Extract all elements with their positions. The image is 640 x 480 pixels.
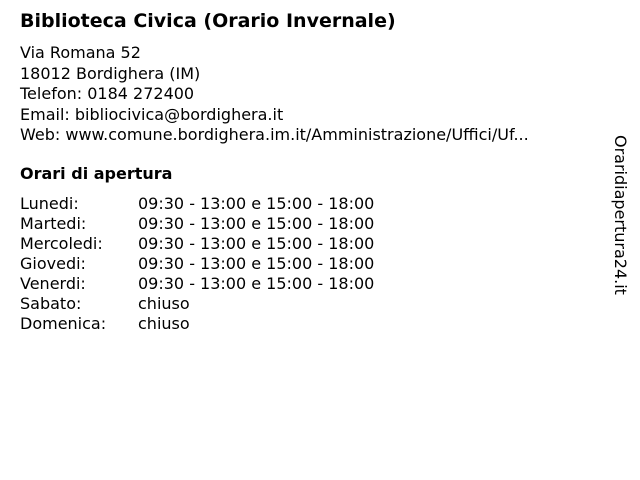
hours-row-friday: [20, 274, 374, 294]
day-label: Venerdi:: [20, 274, 86, 293]
time-value: 09:30 - 13:00 e 15:00 - 18:00: [138, 234, 375, 253]
hours-row-monday: [20, 194, 374, 214]
time-value: 09:30 - 13:00 e 15:00 - 18:00: [138, 254, 375, 273]
site-brand: Oraridiapertura24.it: [611, 135, 630, 295]
day-label: Martedi:: [20, 214, 87, 233]
time-value: 09:30 - 13:00 e 15:00 - 18:00: [138, 274, 375, 293]
phone-line: Telefon: 0184 272400: [20, 84, 195, 103]
day-label: Domenica:: [20, 314, 107, 333]
day-label: Giovedi:: [20, 254, 86, 273]
hours-row-tuesday: [20, 214, 374, 234]
day-label: Mercoledi:: [20, 234, 103, 253]
email-line: Email: bibliocivica@bordighera.it: [20, 104, 284, 124]
hours-row-wednesday: [20, 234, 374, 254]
page-title: Biblioteca Civica (Orario Invernale): [20, 10, 396, 32]
hours-row-saturday: [20, 294, 374, 314]
web-line: Web: www.comune.bordighera.im.it/Amministrazione/Uffici/Uf...: [20, 125, 529, 144]
hours-row-thursday: [20, 254, 374, 274]
time-value: chiuso: [138, 314, 190, 333]
day-label: Lunedi:: [20, 194, 79, 213]
time-value: chiuso: [138, 294, 190, 313]
day-label: Sabato:: [20, 294, 82, 313]
hours-row-sunday: [20, 314, 374, 334]
time-value: 09:30 - 13:00 e 15:00 - 18:00: [138, 194, 375, 213]
opening-hours-list: [20, 194, 374, 334]
time-value: 09:30 - 13:00 e 15:00 - 18:00: [138, 214, 375, 233]
city-line: 18012 Bordighera (IM): [20, 63, 201, 83]
contact-info: [20, 43, 529, 146]
hours-heading: Orari di apertura: [20, 164, 173, 183]
address-line: Via Romana 52: [20, 43, 141, 62]
